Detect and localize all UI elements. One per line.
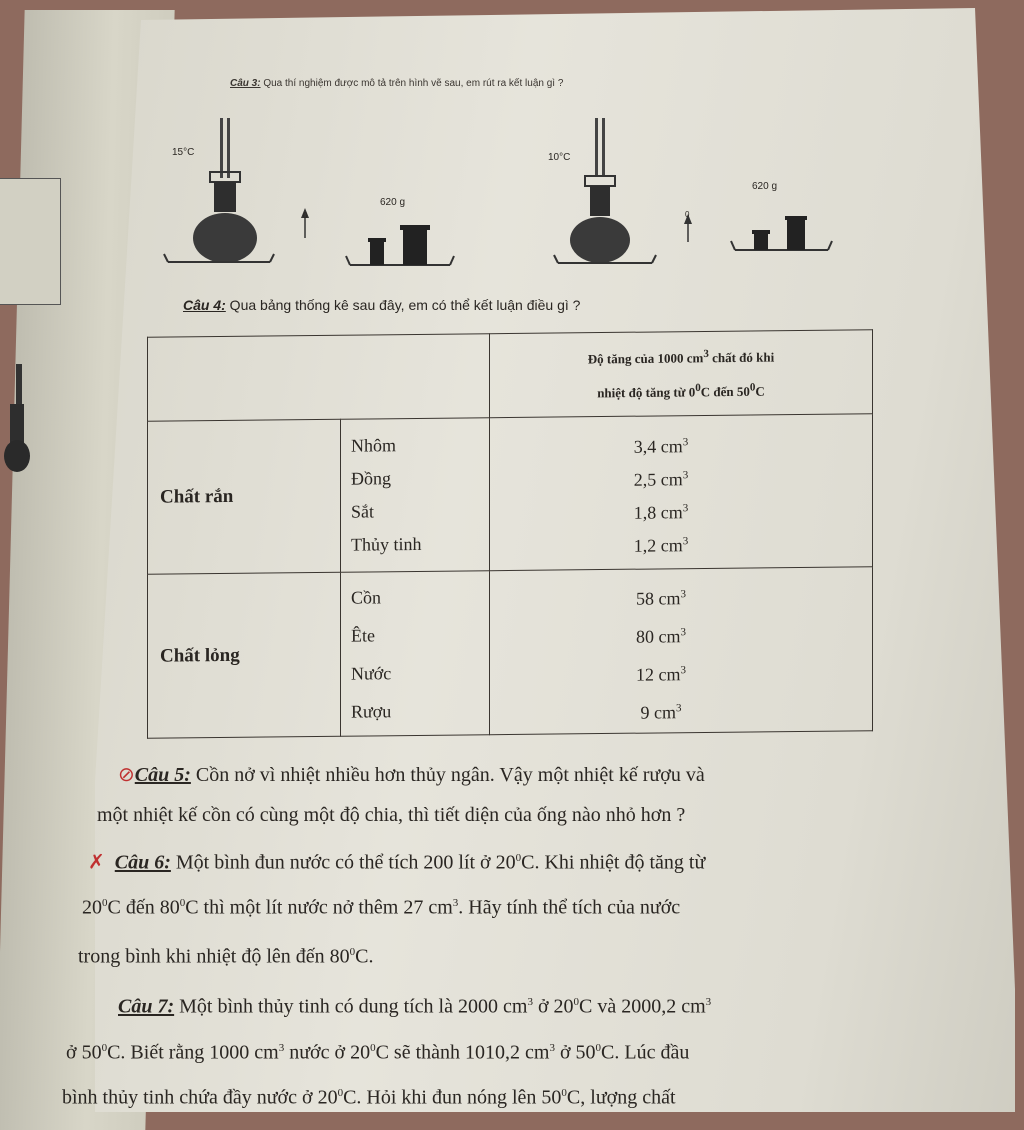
table-row-value: 80 $cm^3$ [636,625,686,647]
table-row-value: 2,5 $cm^3$ [633,469,689,490]
table-empty-header [148,334,490,421]
flask-icon [4,364,30,474]
table-row-name: Cồn [351,587,382,608]
right-weights-icon [731,216,832,250]
right-mass: 620 g [752,181,778,192]
solid-names [341,418,490,573]
left-flask-icon [164,118,274,263]
question-6-line-1: ✗ Câu 6: Một bình đun nước có thể tích 200 lít ở $20^0C$. Khi nhiệt độ tăng từ [88,851,706,874]
liquid-category: Chất lỏng [148,573,341,739]
expansion-table [147,329,873,739]
left-zero-mark: 0 [303,211,308,220]
left-temperature: 15°C [172,147,195,158]
left-page-figure [0,178,61,305]
question-7-line-2: ở $50^0C$. Biết rằng 1000 $cm^3$ nước ở $20^0C$ sẽ thành 1010,2 $cm^3$ ở $50^0C$. Lúc đầu [66,1041,690,1064]
right-temperature: 10°C [548,152,571,163]
question-7-line-3: bình thủy tinh chứa đầy nước ở $20^0C$. Hỏi khi đun nóng lên $50^0C$, lượng chất [62,1086,676,1109]
right-flask-icon [554,118,656,263]
table-row-name: Sắt [351,501,375,522]
table-row-name: Đồng [351,468,391,489]
table-row-value: 1,8 $cm^3$ [633,502,689,523]
question-6-line-2: $20^0C$ đến $80^0C$ thì một lít nước nở thêm 27 $cm^3$. Hãy tính thể tích của nước [82,896,681,919]
table-row-name: Nhôm [351,435,396,456]
question-5-line-1: ⊘Câu 5: Cồn nở vì nhiệt nhiều hơn thủy ngân. Vậy một nhiệt kế rượu và [118,764,705,786]
table-row-name: Nước [351,662,392,684]
question-4-label: Câu 4: [183,297,226,313]
left-mass: 620 g [380,197,406,208]
question-6-line-3: trong bình khi nhiệt độ lên đến $80^0C$. [78,945,374,968]
question-3-text: Qua thí nghiệm được mô tả trên hình vẽ sau, em rút ra kết luận gì ? [260,78,564,89]
table-row-value: 1,2 $cm^3$ [633,535,689,556]
question-7-label: Câu 7: [118,995,175,1018]
table-row-value: 58 $cm^3$ [636,587,686,609]
question-5-label: Câu 5: [134,764,191,786]
right-zero-mark: 0 [685,210,690,219]
question-3-label: Câu 3: [230,78,261,89]
left-weights-icon [346,225,454,265]
question-6-label: Câu 6: [114,851,171,874]
experiment-figure [160,110,860,275]
question-5-line-2: một nhiệt kế cồn có cùng một độ chia, thì tiết diện của ống nào nhỏ hơn ? [97,804,686,826]
table-row-name: Rượu [351,700,392,722]
circle-mark-icon: ⊘ [118,764,135,786]
solid-values [490,414,873,571]
liquid-names [341,571,490,736]
table-row-name: Ête [351,625,375,646]
table-row-name: Thủy tinh [351,534,422,555]
table-header: Độ tăng của 1000 $cm^3$ chất đó khi nhiệt độ tăng từ $0^0C$ đến $50^0C$ [490,330,873,418]
check-mark-icon: ✗ [88,851,105,874]
question-4 [183,297,580,313]
question-7-line-1: Câu 7: Một bình thủy tinh có dung tích là 2000 $cm^3$ ở $20^0C$ và 2000,2 $cm^3$ [118,995,712,1018]
table-row-value: 9 $cm^3$ [640,701,682,723]
question-4-text: Qua bảng thống kê sau đây, em có thể kết luận điều gì ? [225,297,581,313]
table-row-value: 3,4 $cm^3$ [633,436,689,457]
table-row-value: 12 $cm^3$ [636,663,686,685]
liquid-values [490,567,873,735]
question-3 [230,78,563,89]
solid-category: Chất rắn [148,419,341,574]
